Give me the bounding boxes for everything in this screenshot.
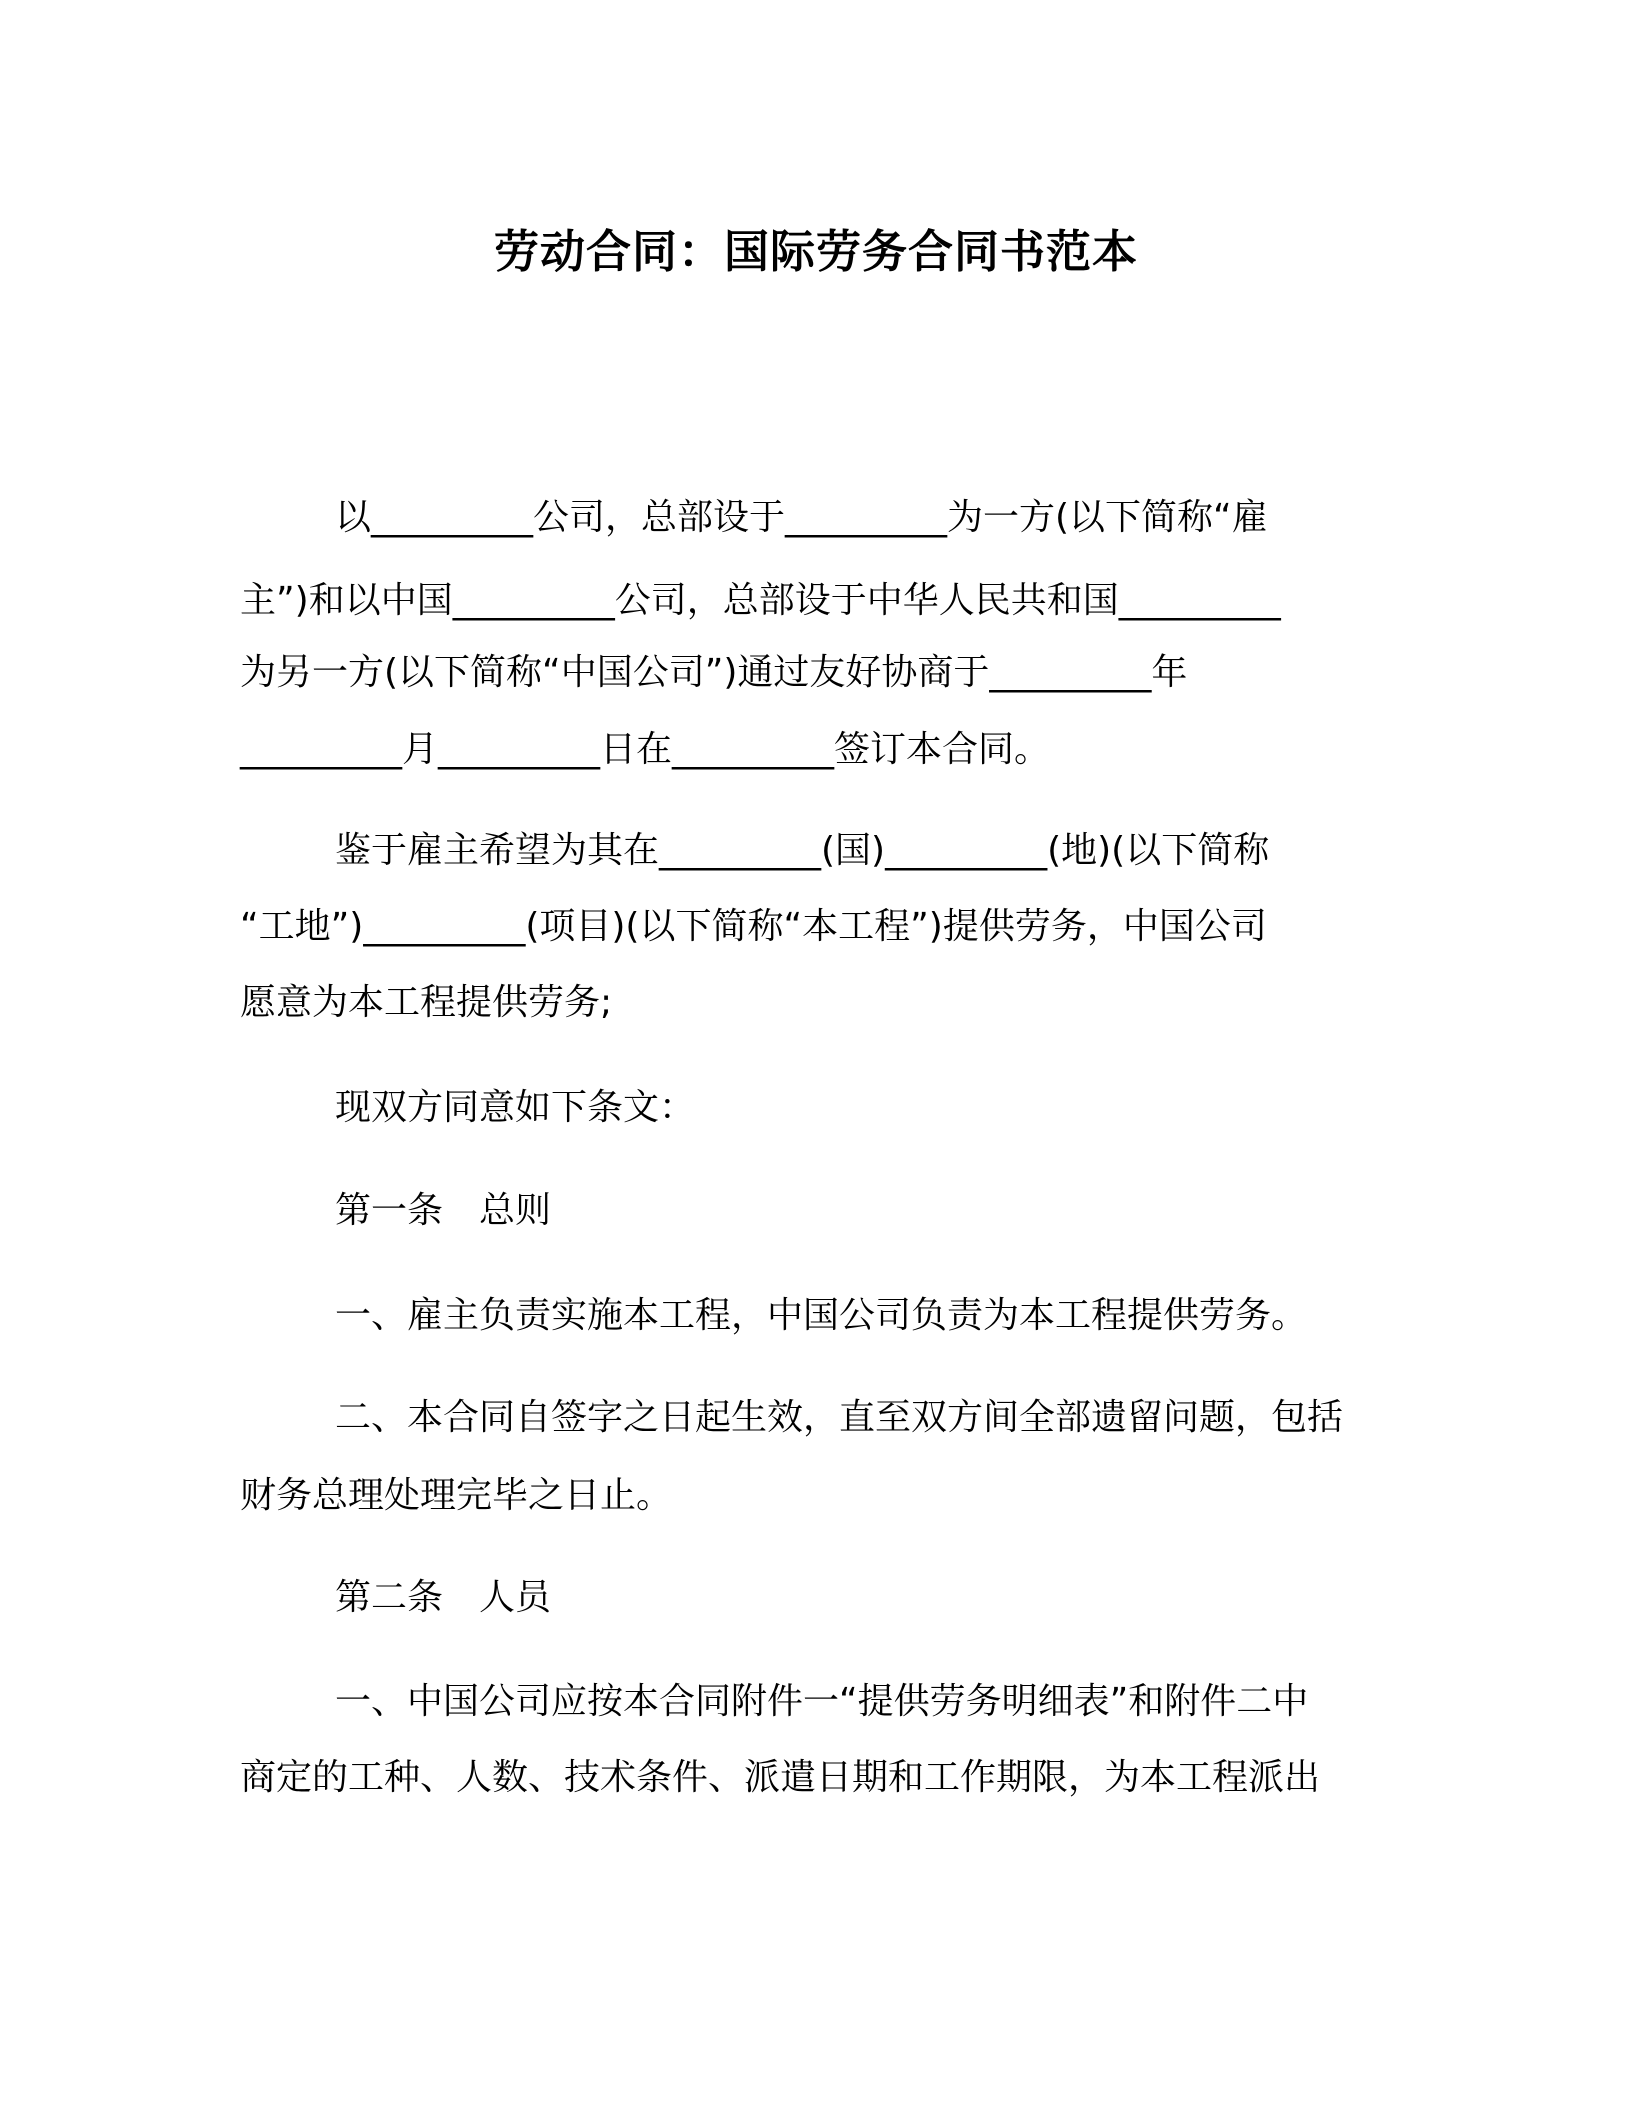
article-1-clause-1: 一、雇主负责实施本工程，中国公司负责为本工程提供劳务。 (335, 1295, 1308, 1336)
article-2-clause-1-line-1: 一、中国公司应按本合同附件一“提供劳务明细表”和附件二中 (335, 1681, 1309, 1722)
intro-line-2: 主”)和以中国_________公司，总部设于中华人民共和国_________ (240, 580, 1281, 621)
intro-line-1: 以_________公司，总部设于_________为一方(以下简称“雇 (335, 497, 1268, 538)
intro-line-3: 为另一方(以下简称“中国公司”)通过友好协商于_________年 (240, 652, 1188, 693)
whereas-line-2: “工地”)_________(项目)(以下简称“本工程”)提供劳务，中国公司 (240, 906, 1267, 947)
article-1-heading: 第一条 总则 (335, 1190, 552, 1231)
article-2-clause-1-line-2: 商定的工种、人数、技术条件、派遣日期和工作期限，为本工程派出 (240, 1757, 1321, 1798)
article-1-clause-2-line-2: 财务总理处理完毕之日止。 (240, 1475, 673, 1516)
article-2-heading: 第二条 人员 (335, 1577, 552, 1618)
whereas-line-1: 鉴于雇主希望为其在_________(国)_________(地)(以下简称 (335, 830, 1270, 871)
whereas-line-3: 愿意为本工程提供劳务; (240, 982, 613, 1023)
agreement-line: 现双方同意如下条文： (335, 1087, 696, 1128)
document-title: 劳动合同：国际劳务合同书范本 (493, 225, 1138, 278)
article-1-clause-2-line-1: 二、本合同自签字之日起生效，直至双方间全部遗留问题，包括 (335, 1397, 1344, 1438)
intro-line-4: _________月_________日在_________签订本合同。 (240, 729, 1051, 770)
